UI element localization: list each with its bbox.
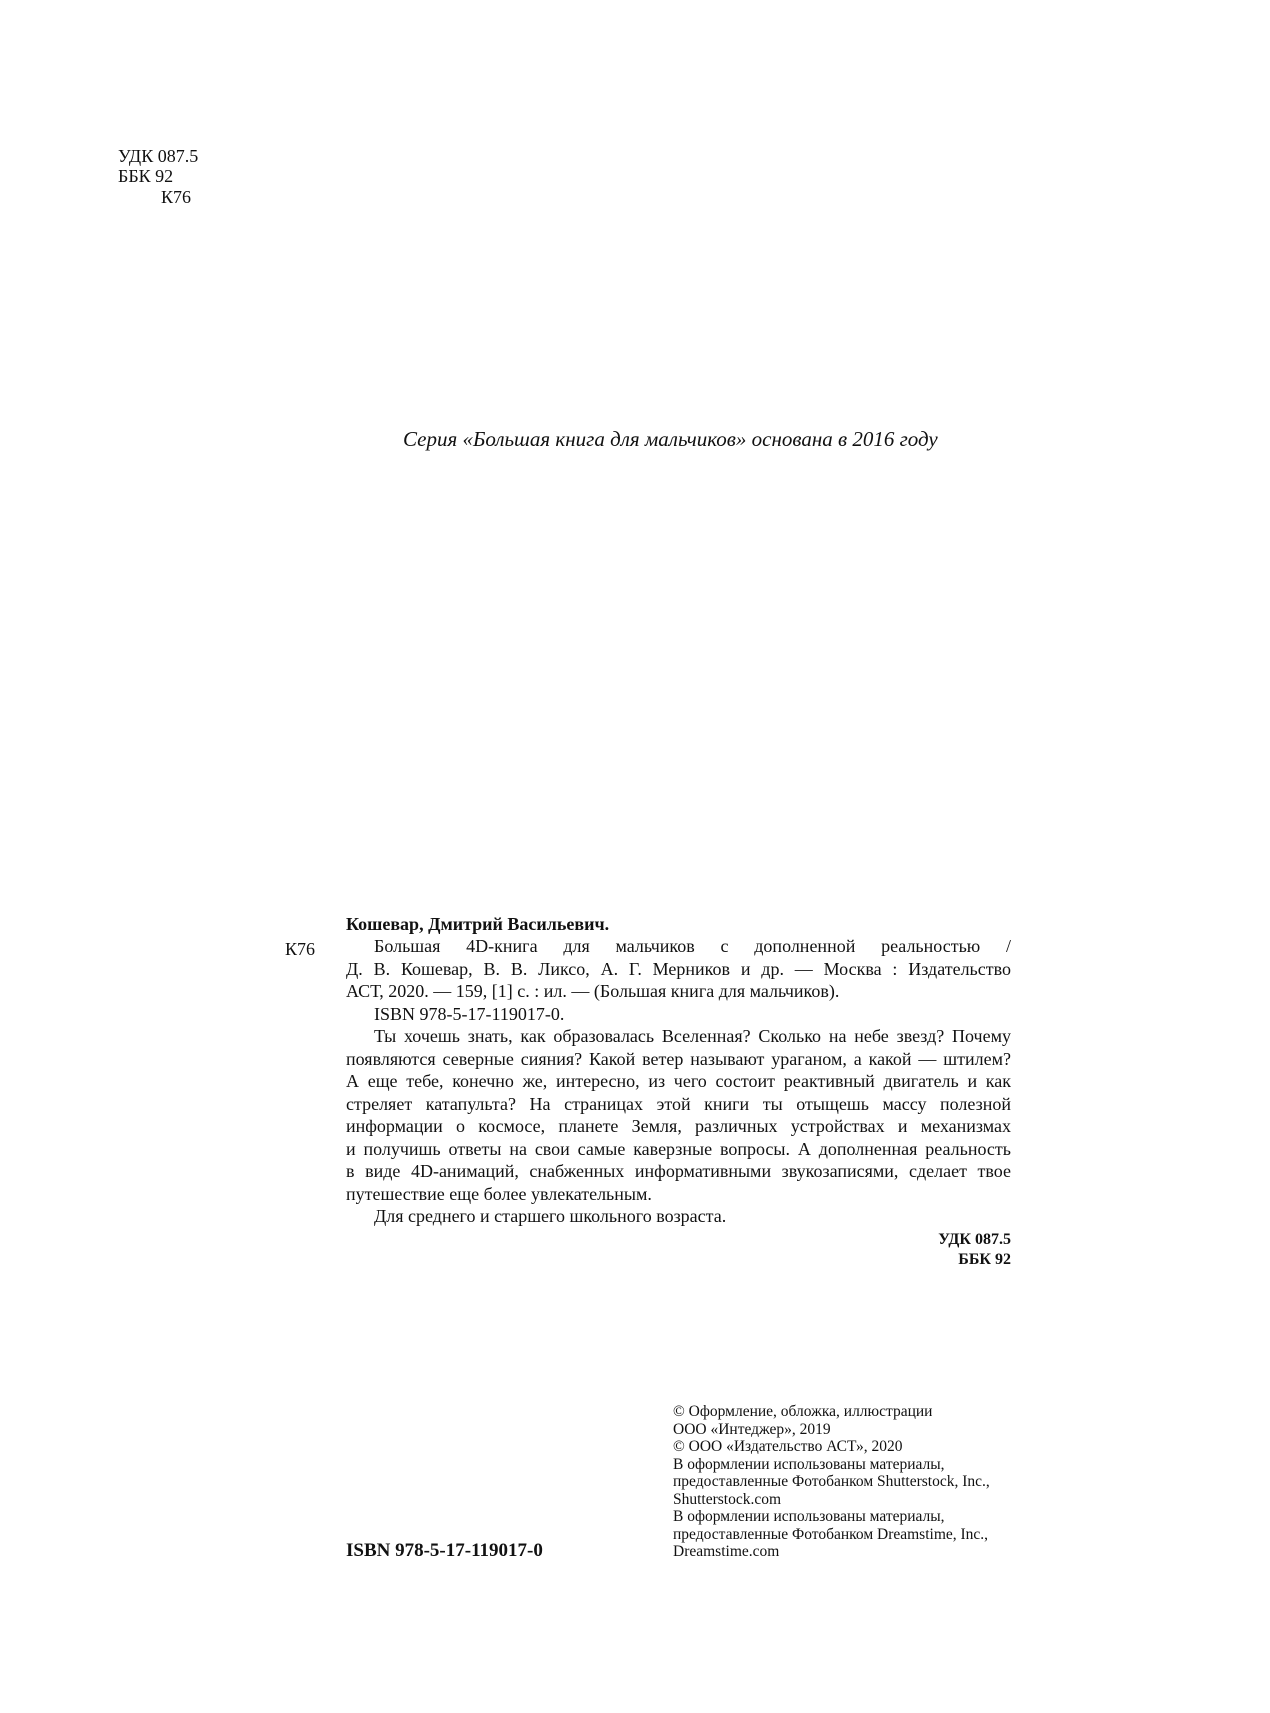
copyright-line: Dreamstime.com [673,1543,780,1560]
copyright-line: В оформлении использованы материалы, [673,1455,945,1473]
annotation-line: Ты хочешь знать, как образовалась Вселенная? Сколько на небе звезд? Почему [374,1026,1011,1046]
top-bbk-code: ББК 92 [118,166,174,186]
copyright-line: © ООО «Издательство АСТ», 2020 [673,1438,903,1455]
annotation-line: в виде 4D-анимаций, снабженных информативными звукозаписями, сделает твое [346,1161,1011,1181]
annotation-line: информации о космосе, планете Земля, различных устройствах и механизмах [346,1116,1011,1136]
annotation-line: А еще тебе, конечно же, интересно, из чего состоит реактивный двигатель и как [346,1071,1011,1091]
copyright-line: © Оформление, обложка, иллюстрации [673,1403,933,1420]
copyright-block [673,1403,1033,1561]
copyright-line: Shutterstock.com [673,1490,782,1508]
isbn-bottom: ISBN 978-5-17-119017-0 [346,1540,543,1561]
annotation-line: появляются северные сияния? Какой ветер называют ураганом, а какой — штилем? [346,1048,1011,1069]
audience-note: Для среднего и старшего школьного возраста. [374,1206,727,1226]
copyright-line: ООО «Интеджер», 2019 [673,1420,831,1438]
biblio-title-line: Д. В. Кошевар, В. В. Ликсо, А. Г. Мерников и др. — Москва : Издательство [346,958,1011,979]
top-author-mark: К76 [161,187,192,207]
biblio-udk-code: УДК 087.5 [938,1231,1011,1248]
biblio-title-line: АСТ, 2020. — 159, [1] с. : ил. — (Большая книга для мальчиков). [346,981,840,1001]
top-udk-code: УДК 087.5 [118,146,199,166]
biblio-bbk-code: ББК 92 [958,1251,1011,1268]
biblio-isbn: ISBN 978-5-17-119017-0. [374,1003,565,1024]
biblio-title-line: Большая 4D-книга для мальчиков с дополненной реальностью / [374,936,1011,956]
annotation [346,1025,1011,1205]
biblio-author-mark: К76 [285,939,316,959]
author-heading: Кошевар, Дмитрий Васильевич. [346,914,610,934]
annotation-line: стреляет катапульта? На страницах этой книги ты отыщешь массу полезной [346,1093,1011,1114]
series-statement: Серия «Большая книга для мальчиков» основана в 2016 году [403,427,938,451]
copyright-line: предоставленные Фотобанком Shutterstock, Inc., [673,1473,990,1490]
annotation-line: и получишь ответы на свои самые каверзные вопросы. А дополненная реальность [346,1138,1011,1159]
copyright-line: предоставленные Фотобанком Dreamstime, Inc., [673,1525,989,1543]
copyright-line: В оформлении использованы материалы, [673,1508,945,1525]
biblio-description [346,935,1011,1228]
annotation-line: путешествие еще более увлекательным. [346,1183,652,1204]
